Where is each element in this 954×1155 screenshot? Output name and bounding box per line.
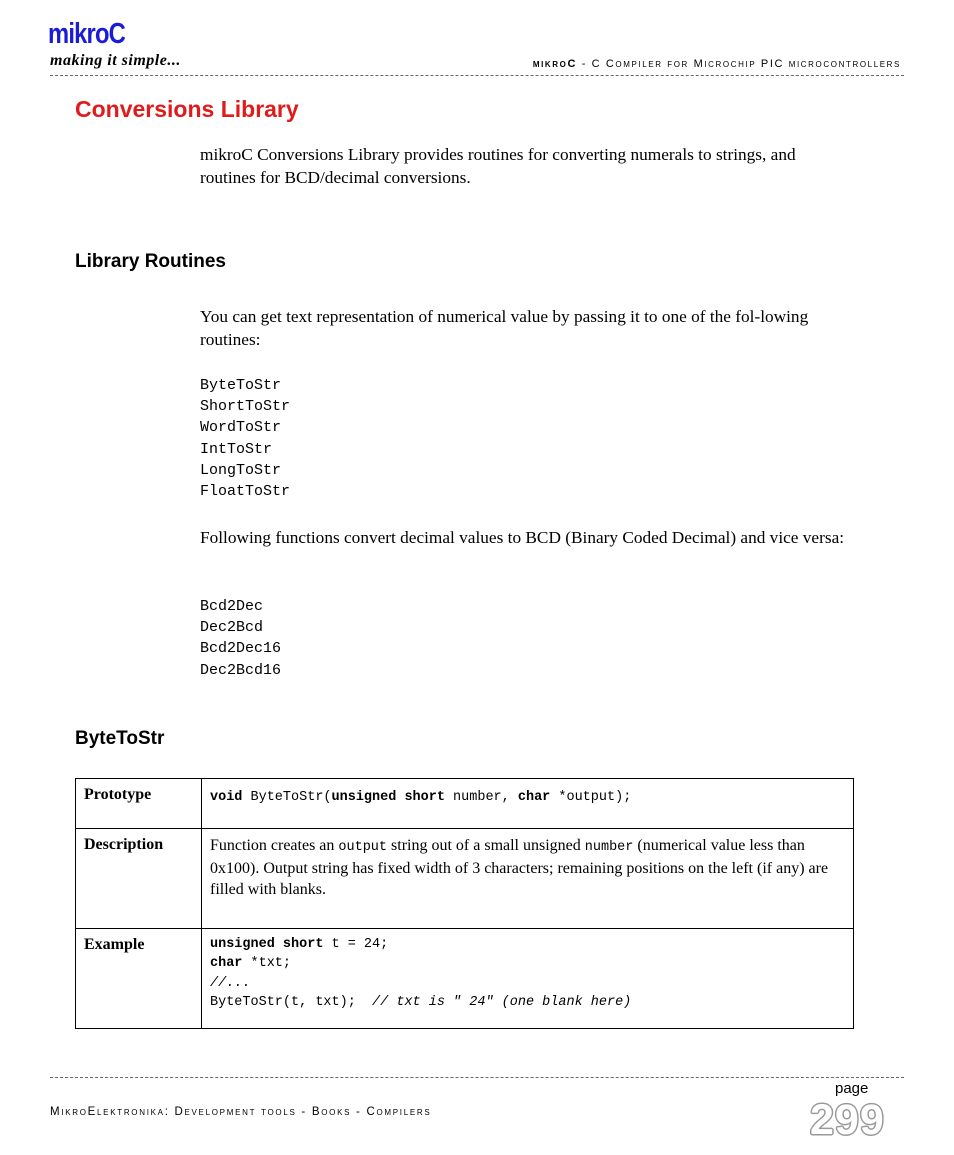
example-label: Example (76, 929, 202, 1029)
string-routines-list (200, 375, 290, 502)
page-number: 299 (810, 1096, 885, 1144)
example-line4-comment: // txt is " 24" (one blank here) (372, 994, 632, 1010)
intro-paragraph: mikroC Conversions Library provides routines for converting numerals to strings, and routines for BCD/decimal conversions. (200, 145, 796, 187)
tagline: making it simple... (50, 52, 181, 69)
example-line1-rest: t = 24; (323, 937, 389, 952)
description-part1: Function creates an (210, 837, 339, 854)
prototype-kw-char: char (517, 790, 551, 805)
mikroc-logo: mikroC (48, 18, 126, 50)
description-part2: string out of a small unsigned (387, 837, 585, 854)
page-title: Conversions Library (75, 96, 299, 122)
routines-paragraph: You can get text representation of numerical value by passing it to one of the fol-lowing routines: (200, 307, 809, 349)
description-value (202, 829, 854, 929)
prototype-kw-type: unsigned short (331, 790, 445, 805)
header-title (533, 59, 901, 70)
list-item: WordToStr (200, 419, 282, 437)
list-item: Bcd2Dec16 (200, 640, 282, 658)
description-label: Description (76, 829, 202, 929)
list-item: Dec2Bcd16 (200, 661, 282, 679)
prototype-arg1: number, (444, 790, 518, 805)
list-item: IntToStr (200, 440, 273, 458)
example-line1-kw: unsigned short (210, 937, 324, 952)
description-code-number: number (584, 840, 634, 855)
example-line4-code: ByteToStr(t, txt); (210, 994, 373, 1010)
table-row-description (76, 829, 854, 929)
page-label: page (835, 1080, 869, 1097)
example-line3-comment: //... (210, 975, 251, 991)
table-row-example (76, 929, 854, 1029)
table-row-prototype (76, 779, 854, 829)
list-item: ShortToStr (200, 398, 291, 416)
list-item: Bcd2Dec (200, 598, 264, 615)
bcd-paragraph: Following functions convert decimal values to BCD (Binary Coded Decimal) and vice versa: (200, 528, 845, 547)
description-code-output: output (338, 840, 388, 855)
bytetostr-reference-table (75, 778, 854, 1029)
bcd-routines-list (200, 596, 281, 681)
library-routines-heading: Library Routines (75, 251, 226, 272)
list-item: Dec2Bcd (200, 619, 264, 637)
prototype-value (202, 779, 854, 829)
prototype-label: Prototype (76, 779, 202, 829)
bytetostr-heading: ByteToStr (75, 728, 165, 749)
prototype-arg2: *output); (550, 790, 632, 805)
example-line2-rest: *txt; (242, 956, 292, 972)
list-item: ByteToStr (200, 377, 282, 394)
prototype-fn-name: ByteToStr( (242, 790, 332, 805)
footer-divider (50, 1077, 904, 1078)
footer-publisher: MikroElektronika: Development tools - Books - Compilers (50, 1106, 432, 1118)
header-title-rest: - C Compiler for Microchip PIC microcontrollers (577, 58, 901, 70)
example-code (210, 935, 845, 1012)
example-value (202, 929, 854, 1029)
prototype-kw-void: void (210, 790, 243, 805)
header-title-brand: mikroC (532, 58, 578, 70)
list-item: LongToStr (200, 461, 282, 479)
example-line2-kw: char (210, 956, 243, 972)
header-divider (50, 75, 904, 76)
description-part3: (numerical value less than 0x100). Output string has fixed width of 3 characters; remaining positions on the left (if any) are filled with blanks. (210, 837, 833, 898)
list-item: FloatToStr (200, 483, 291, 501)
